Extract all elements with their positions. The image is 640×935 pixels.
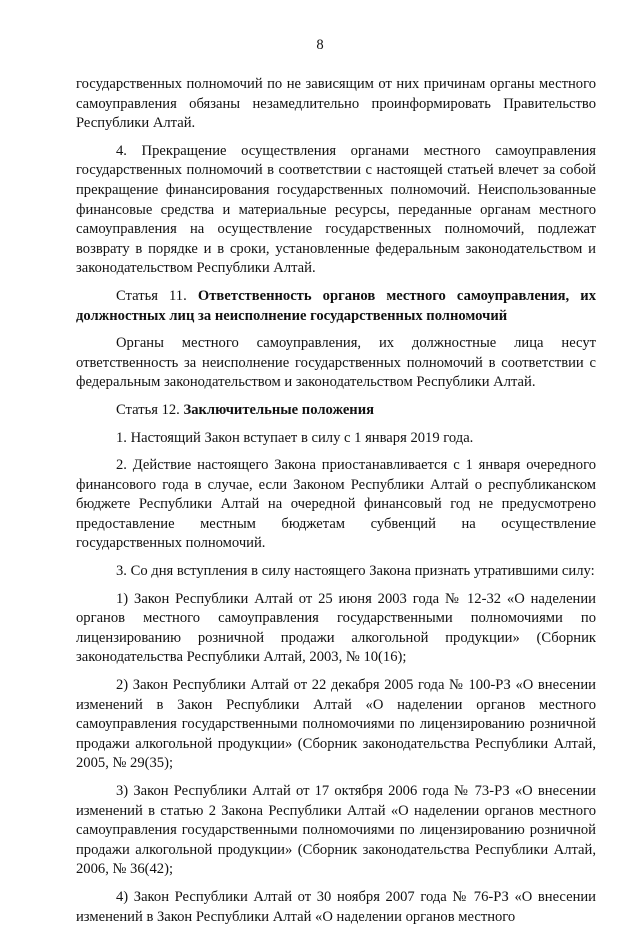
article-label: Статья 12. [116, 401, 180, 418]
list-item: 4) Закон Республики Алтай от 30 ноября 2007 года № 76-РЗ «О внесении изменений в Закон Республики Алтай «О наделении органов местного [76, 888, 596, 925]
document-body [76, 75, 596, 935]
paragraph: 2. Действие настоящего Закона приостанавливается с 1 января очередного финансового года в случае, если Законом Республики Алтай о республиканском бюджете Республики Алтай на очередной финансовый год не предусмотрено предоставление местным бюджетам субвенций на осуществление государственных полномочий. [76, 457, 596, 552]
paragraph: 4. Прекращение осуществления органами местного самоуправления государственных полномочий в соответствии с настоящей статьей влечет за собой прекращение финансирования государственных полномочий. Неиспользованные финансовые средства и материальные ресурсы, переданные органам местного самоуправления на осуществление государственных полномочий, подлежат возврату в порядке и в сроки, установленные федеральным законодательством и законодательством Республики Алтай. [76, 142, 596, 277]
list-item: 3) Закон Республики Алтай от 17 октября 2006 года № 73-РЗ «О внесении изменений в статью 2 Закона Республики Алтай «О наделении органов местного самоуправления государственными полномочиями по лицензированию розничной продажи алкогольной продукции» (Сборник законодательства Республики Алтай, 2006, № 36(42); [76, 783, 596, 878]
page-number: 8 [316, 37, 324, 53]
article-title: Ответственность органов местного самоуправления, их должностных лиц за неисполнение государственных полномочий [76, 287, 597, 324]
article-label: Статья 11. [116, 287, 187, 304]
paragraph: 3. Со дня вступления в силу настоящего Закона признать утратившими силу: [116, 563, 595, 580]
article-title: Заключительные положения [183, 401, 375, 418]
paragraph: государственных полномочий по не зависящим от них причинам органы местного самоуправления обязаны незамедлительно проинформировать Правительство Республики Алтай. [76, 76, 596, 132]
article-heading [76, 401, 596, 421]
article-heading [76, 287, 596, 326]
list-item: 2) Закон Республики Алтай от 22 декабря 2005 года № 100-РЗ «О внесении изменений в Закон Республики Алтай «О наделении органов местного самоуправления государственными полномочиями по лицензированию розничной продажи алкогольной продукции» (Сборник законодательства Республики Алтай, 2005, № 29(35); [76, 677, 596, 772]
paragraph: Органы местного самоуправления, их должностные лица несут ответственность за неисполнение государственных полномочий в соответствии с федеральным законодательством и законодательством Республики Алтай. [76, 335, 596, 391]
list-item: 1) Закон Республики Алтай от 25 июня 2003 года № 12-32 «О наделении органов местного самоуправления государственными полномочиями по лицензированию розничной продажи алкогольной продукции» (Сборник законодательства Республики Алтай, 2003, № 10(16); [76, 590, 596, 666]
paragraph: 1. Настоящий Закон вступает в силу с 1 января 2019 года. [116, 429, 474, 446]
